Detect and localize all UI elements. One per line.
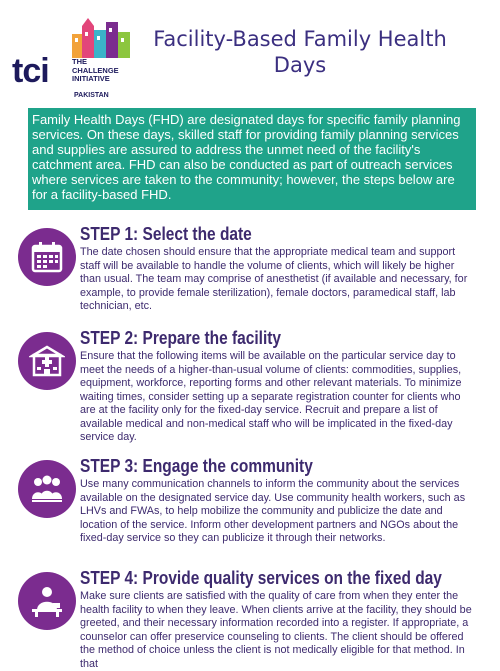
logo-tagline: THE CHALLENGE INITIATIVE [72,57,119,83]
tci-logo [12,14,132,104]
logo-wordmark: tci [12,52,49,90]
hospital-icon [18,332,76,390]
step-body: Ensure that the following items will be available on the particular service day to meet the needs of a higher-than-usual volume of clients: commodities, supplies, equipment, workforce, reporting forms and other relevant materials. To minimize waiting times, consider setting up a separate registration counter for clients who are at the facility only for the fixed-day service. Recruit and prepare a list of available medical and non-medical staff who will be implicated in the fixed-day service day. [80,350,462,443]
step-heading: STEP 1: Select the date [80,224,252,244]
logo-country: PAKISTAN [74,92,109,99]
intro-box: Family Health Days (FHD) are designated days for specific family planning services. On these days, skilled staff for providing family planning services and supplies are assured to address the unmet need of the facility's catchment area. FHD can also be conducted as part of outreach services where services are taken to the community; however, the steps below are for a facility-based FHD. [28,108,476,210]
calendar-icon [18,228,76,286]
logo-buildings-icon [70,16,134,60]
page-title: Facility-Based Family Health Days [153,27,447,77]
step-body: Use many communication channels to inform the community about the services available on the designated service day. Use community health workers, such as LHVs and FWAs, to help mobilize the community and publicize the date and location of the service. Inform other development partners and NGOs about the fixed-day service so they can publicize it through their networks. [80,478,466,544]
step-body: The date chosen should ensure that the appropriate medical team and support staff will be available to handle the volume of clients, which will likely be higher than usual. The team may comprise of anesthetist (if available and necessary, for example, to provide female sterilization), female doctors, paramedical staff, lab technician, etc. [80,246,468,312]
provider-icon [18,572,76,630]
step-heading: STEP 4: Provide quality services on the fixed day [80,568,442,588]
step-heading: STEP 3: Engage the community [80,456,313,476]
step-body: Make sure clients are satisfied with the quality of care from when they enter the health facility to when they leave. When clients arrive at the facility, they should be greeted, and their necessary information recorded into a register. If appropriate, a counselor can offer preservice counseling to clients. The client should be offered the method of choice unless the client is not medically eligible for that method. In that [80,590,472,670]
step-heading: STEP 2: Prepare the facility [80,328,282,348]
community-icon [18,460,76,518]
